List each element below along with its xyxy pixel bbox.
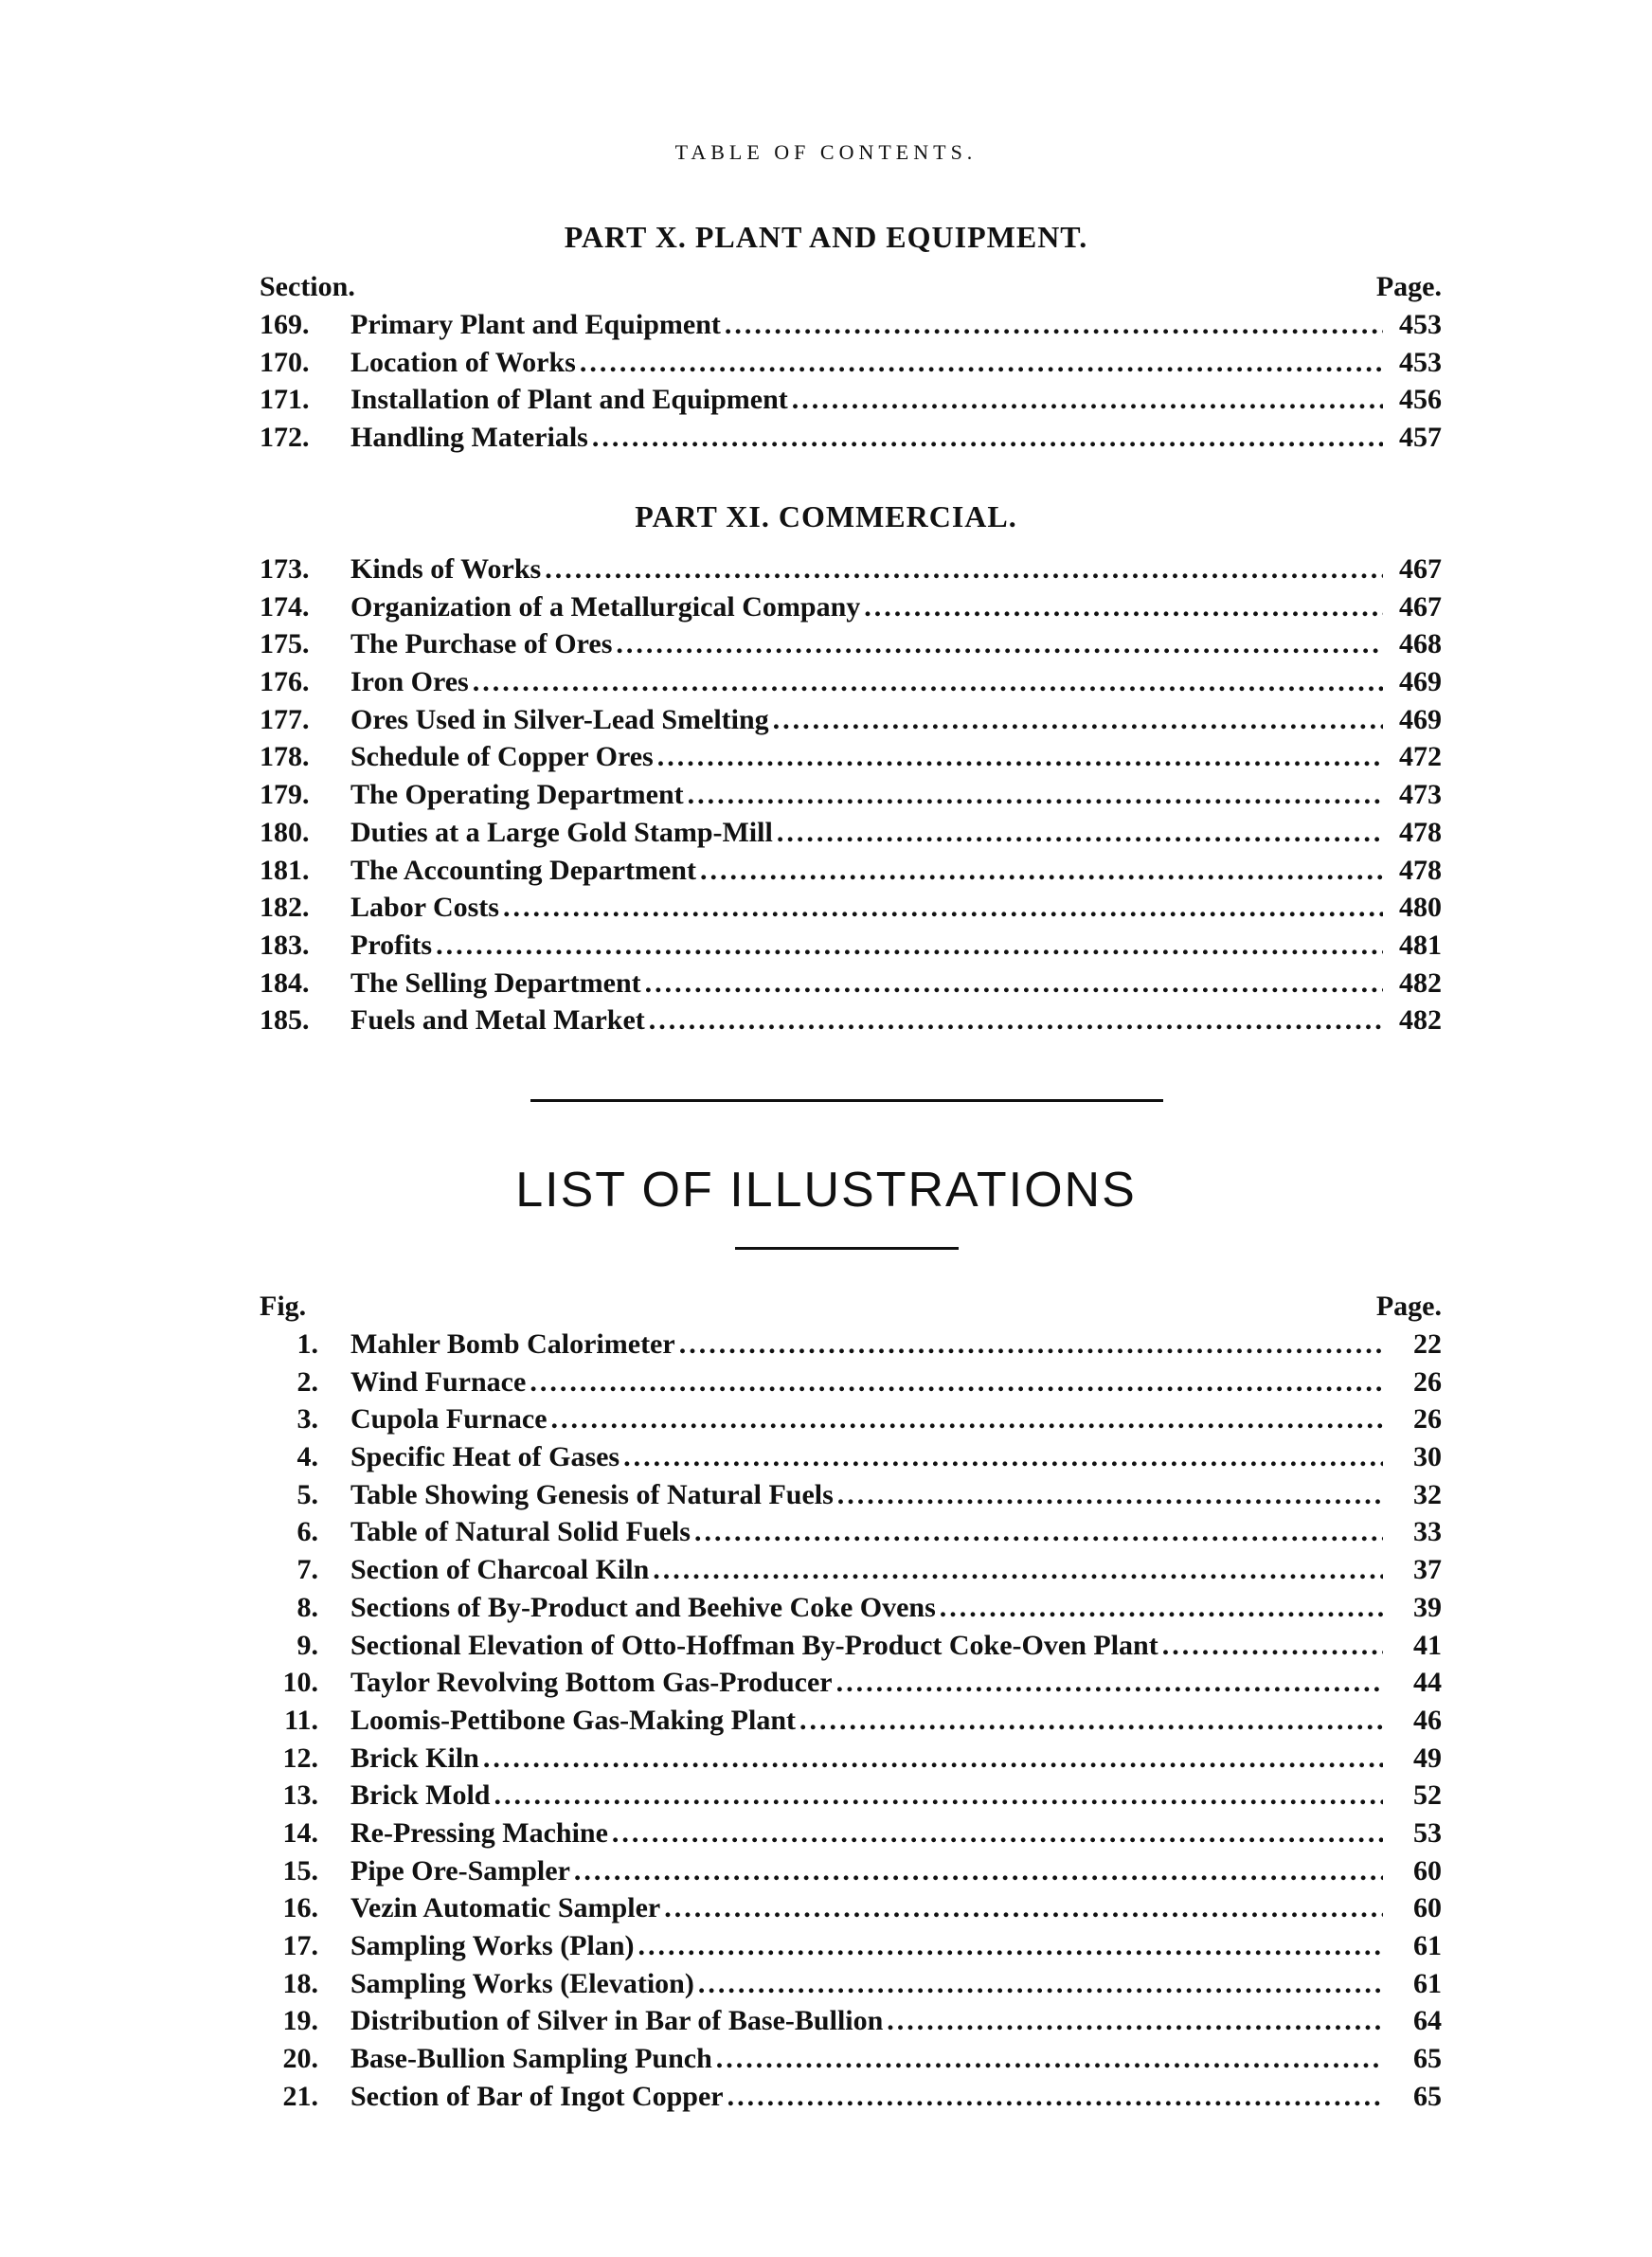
toc-entry xyxy=(260,2043,1442,2081)
entry-number: 14. xyxy=(282,1816,318,1849)
fig-column-label: Fig. xyxy=(260,1291,307,1322)
entry-page: 467 xyxy=(1399,590,1442,623)
entry-title: The Accounting Department xyxy=(350,854,696,886)
entry-page: 469 xyxy=(1399,703,1442,735)
leader-dots xyxy=(664,1892,1383,1924)
toc-entry xyxy=(260,892,1442,930)
entry-page: 480 xyxy=(1399,892,1442,924)
toc-entry xyxy=(260,1930,1442,1968)
entry-number: 8. xyxy=(296,1591,318,1623)
toc-entry xyxy=(260,704,1442,742)
entry-number: 15. xyxy=(282,1854,318,1887)
leader-dots xyxy=(551,1403,1383,1435)
leader-dots xyxy=(649,1004,1383,1037)
entry-number: 176. xyxy=(260,666,310,698)
part-x-column-headers xyxy=(260,271,1442,309)
entry-page: 457 xyxy=(1399,422,1442,454)
entry-number: 174. xyxy=(260,590,310,623)
leader-dots xyxy=(483,1742,1383,1775)
entry-title: Schedule of Copper Ores xyxy=(350,741,654,773)
leader-dots xyxy=(725,309,1383,341)
leader-dots xyxy=(653,1554,1383,1586)
entry-number: 17. xyxy=(282,1930,318,1961)
section-column-label: Section. xyxy=(260,271,355,302)
entry-page: 46 xyxy=(1413,1704,1442,1736)
entry-page: 61 xyxy=(1413,1930,1442,1961)
leader-dots xyxy=(623,1441,1383,1473)
leader-dots xyxy=(727,2081,1383,2113)
entry-page: 30 xyxy=(1413,1441,1442,1473)
leader-dots xyxy=(698,1968,1383,2000)
entry-title: Re-Pressing Machine xyxy=(350,1816,608,1849)
entry-page: 65 xyxy=(1413,2043,1442,2075)
leader-dots xyxy=(592,422,1383,454)
entry-title: Duties at a Large Gold Stamp-Mill xyxy=(350,816,773,848)
illustrations-toc xyxy=(260,1291,1442,2118)
toc-entry xyxy=(260,2081,1442,2119)
entry-page: 478 xyxy=(1399,854,1442,886)
leader-dots xyxy=(657,741,1383,773)
entry-title: Location of Works xyxy=(350,346,576,378)
leader-dots xyxy=(545,553,1383,586)
entry-number: 18. xyxy=(282,1967,318,1999)
entry-number: 5. xyxy=(296,1478,318,1510)
entry-number: 3. xyxy=(296,1403,318,1435)
entry-number: 7. xyxy=(296,1554,318,1586)
toc-entry xyxy=(260,1968,1442,2006)
entry-number: 177. xyxy=(260,703,310,735)
toc-entry xyxy=(260,1667,1442,1705)
entry-page: 26 xyxy=(1413,1403,1442,1435)
entry-title: Primary Plant and Equipment xyxy=(350,309,721,340)
leader-dots xyxy=(612,1817,1383,1850)
entry-page: 44 xyxy=(1413,1667,1442,1699)
entry-page: 37 xyxy=(1413,1554,1442,1586)
entry-title: The Purchase of Ores xyxy=(350,628,613,660)
toc-entry xyxy=(260,1592,1442,1630)
toc-entry xyxy=(260,1479,1442,1517)
entry-number: 173. xyxy=(260,553,310,585)
entry-number: 1. xyxy=(296,1328,318,1360)
page-column-label: Page. xyxy=(1375,1291,1442,1322)
page-column-label: Page. xyxy=(1375,271,1442,302)
illustrations-entries xyxy=(260,1328,1442,2118)
toc-entry xyxy=(260,1855,1442,1893)
entry-number: 172. xyxy=(260,422,310,454)
leader-dots xyxy=(688,779,1383,811)
toc-entry xyxy=(260,309,1442,347)
toc-entry xyxy=(260,384,1442,422)
toc-entry xyxy=(260,1366,1442,1404)
entry-number: 12. xyxy=(282,1742,318,1774)
entry-number: 170. xyxy=(260,346,310,378)
entry-page: 60 xyxy=(1413,1854,1442,1887)
toc-entry xyxy=(260,1630,1442,1668)
entry-page: 473 xyxy=(1399,779,1442,811)
leader-dots xyxy=(799,1705,1383,1737)
entry-page: 453 xyxy=(1399,346,1442,378)
leader-dots xyxy=(503,892,1383,924)
toc-entry xyxy=(260,741,1442,779)
entry-title: Vezin Automatic Sampler xyxy=(350,1892,661,1924)
entry-page: 467 xyxy=(1399,553,1442,585)
entry-page: 65 xyxy=(1413,2080,1442,2112)
entry-page: 49 xyxy=(1413,1742,1442,1774)
leader-dots xyxy=(773,704,1383,736)
leader-dots xyxy=(638,1930,1383,1962)
title-underline xyxy=(735,1247,959,1250)
entry-number: 2. xyxy=(296,1365,318,1398)
entry-title: Distribution of Silver in Bar of Base-Bullion xyxy=(350,2005,884,2037)
entry-title: Mahler Bomb Calorimeter xyxy=(350,1328,675,1360)
entry-number: 13. xyxy=(282,1779,318,1812)
entry-number: 171. xyxy=(260,384,310,416)
part-xi-entries xyxy=(260,553,1442,1042)
entry-title: Section of Bar of Ingot Copper xyxy=(350,2080,724,2112)
toc-entry xyxy=(260,553,1442,591)
entry-title: Loomis-Pettibone Gas-Making Plant xyxy=(350,1704,796,1736)
entry-title: The Selling Department xyxy=(350,966,641,999)
leader-dots xyxy=(887,2005,1383,2037)
entry-page: 53 xyxy=(1413,1816,1442,1849)
leader-dots xyxy=(694,1516,1383,1548)
entry-title: Fuels and Metal Market xyxy=(350,1004,645,1037)
entry-page: 482 xyxy=(1399,966,1442,999)
entry-number: 21. xyxy=(282,2080,318,2112)
entry-title: Sampling Works (Plan) xyxy=(350,1930,635,1961)
toc-entry xyxy=(260,1516,1442,1554)
entry-number: 184. xyxy=(260,966,310,999)
toc-entry xyxy=(260,628,1442,666)
toc-entry xyxy=(260,1705,1442,1742)
leader-dots xyxy=(494,1779,1384,1812)
entry-page: 60 xyxy=(1413,1892,1442,1924)
entry-title: Table of Natural Solid Fuels xyxy=(350,1516,691,1548)
part-xi-title: PART XI. COMMERCIAL. xyxy=(635,499,1017,533)
entry-page: 453 xyxy=(1399,309,1442,340)
entry-number: 11. xyxy=(284,1704,318,1736)
part-x-title: PART X. PLANT AND EQUIPMENT. xyxy=(564,220,1088,254)
entry-number: 10. xyxy=(282,1667,318,1699)
toc-entry xyxy=(260,1554,1442,1592)
entry-title: Base-Bullion Sampling Punch xyxy=(350,2043,712,2075)
entry-title: Labor Costs xyxy=(350,892,499,924)
entry-page: 41 xyxy=(1413,1629,1442,1661)
entry-number: 6. xyxy=(296,1516,318,1548)
leader-dots xyxy=(1162,1630,1383,1662)
toc-entry xyxy=(260,779,1442,817)
leader-dots xyxy=(836,1667,1383,1699)
toc-entry xyxy=(260,1441,1442,1479)
part-x-toc xyxy=(260,271,1442,460)
leader-dots xyxy=(777,817,1383,849)
toc-entry xyxy=(260,591,1442,629)
toc-entry xyxy=(260,930,1442,967)
entry-number: 175. xyxy=(260,628,310,660)
leader-dots xyxy=(679,1328,1383,1361)
toc-entry xyxy=(260,1004,1442,1042)
entry-number: 4. xyxy=(296,1441,318,1473)
entry-page: 33 xyxy=(1413,1516,1442,1548)
leader-dots xyxy=(530,1366,1383,1399)
toc-entry xyxy=(260,1742,1442,1780)
entry-page: 22 xyxy=(1413,1328,1442,1360)
leader-dots xyxy=(580,347,1383,379)
entry-title: Pipe Ore-Sampler xyxy=(350,1854,570,1887)
entry-title: Sectional Elevation of Otto-Hoffman By-Product Coke-Oven Plant xyxy=(350,1629,1158,1661)
entry-title: Sections of By-Product and Beehive Coke Ovens xyxy=(350,1591,936,1623)
leader-dots xyxy=(864,591,1383,623)
entry-title: Iron Ores xyxy=(350,666,469,698)
entry-number: 181. xyxy=(260,854,310,886)
entry-title: Brick Kiln xyxy=(350,1742,479,1774)
leader-dots xyxy=(940,1592,1383,1624)
entry-title: Kinds of Works xyxy=(350,553,542,585)
section-divider xyxy=(530,1099,1163,1102)
entry-page: 456 xyxy=(1399,384,1442,416)
entry-number: 169. xyxy=(260,309,310,340)
entry-page: 469 xyxy=(1399,666,1442,698)
illustrations-column-headers xyxy=(260,1291,1442,1328)
entry-number: 9. xyxy=(296,1629,318,1661)
leader-dots xyxy=(716,2043,1383,2075)
leader-dots xyxy=(574,1855,1383,1887)
entry-title: Profits xyxy=(350,929,433,961)
entry-number: 19. xyxy=(282,2005,318,2037)
entry-page: 482 xyxy=(1399,1004,1442,1037)
entry-number: 20. xyxy=(282,2043,318,2075)
entry-title: Ores Used in Silver-Lead Smelting xyxy=(350,703,769,735)
entry-page: 472 xyxy=(1399,741,1442,773)
toc-entry xyxy=(260,855,1442,893)
entry-title: Specific Heat of Gases xyxy=(350,1441,620,1473)
leader-dots xyxy=(837,1479,1383,1511)
entry-title: Section of Charcoal Kiln xyxy=(350,1554,650,1586)
entry-number: 183. xyxy=(260,929,310,961)
toc-entry xyxy=(260,1328,1442,1366)
leader-dots xyxy=(792,384,1383,416)
entry-page: 26 xyxy=(1413,1365,1442,1398)
entry-page: 478 xyxy=(1399,816,1442,848)
leader-dots xyxy=(645,967,1383,1000)
entry-number: 178. xyxy=(260,741,310,773)
entry-page: 64 xyxy=(1413,2005,1442,2037)
toc-entry xyxy=(260,817,1442,855)
entry-number: 182. xyxy=(260,892,310,924)
entry-title: Table Showing Genesis of Natural Fuels xyxy=(350,1478,834,1510)
entry-number: 185. xyxy=(260,1004,310,1037)
leader-dots xyxy=(436,930,1383,962)
entry-page: 61 xyxy=(1413,1967,1442,1999)
running-head: TABLE OF CONTENTS. xyxy=(674,140,978,164)
entry-number: 16. xyxy=(282,1892,318,1924)
entry-title: Handling Materials xyxy=(350,422,588,454)
list-of-illustrations-title: LIST OF ILLUSTRATIONS xyxy=(515,1163,1137,1218)
entry-title: Sampling Works (Elevation) xyxy=(350,1967,694,1999)
toc-entry xyxy=(260,967,1442,1005)
entry-title: Cupola Furnace xyxy=(350,1403,548,1435)
entry-title: Wind Furnace xyxy=(350,1365,527,1398)
leader-dots xyxy=(616,628,1383,660)
entry-page: 468 xyxy=(1399,628,1442,660)
toc-entry xyxy=(260,1892,1442,1930)
entry-number: 180. xyxy=(260,816,310,848)
toc-entry xyxy=(260,422,1442,460)
entry-number: 179. xyxy=(260,779,310,811)
leader-dots xyxy=(700,855,1383,887)
toc-entry xyxy=(260,1817,1442,1855)
leader-dots xyxy=(473,666,1383,698)
entry-page: 39 xyxy=(1413,1591,1442,1623)
entry-title: Installation of Plant and Equipment xyxy=(350,384,788,416)
entry-title: Taylor Revolving Bottom Gas-Producer xyxy=(350,1667,833,1699)
entry-page: 32 xyxy=(1413,1478,1442,1510)
entry-page: 52 xyxy=(1413,1779,1442,1812)
entry-title: Brick Mold xyxy=(350,1779,491,1812)
part-x-entries xyxy=(260,309,1442,460)
entry-page: 481 xyxy=(1399,929,1442,961)
entry-title: The Operating Department xyxy=(350,779,684,811)
entry-title: Organization of a Metallurgical Company xyxy=(350,590,861,623)
toc-entry xyxy=(260,347,1442,385)
toc-entry xyxy=(260,1403,1442,1441)
toc-entry xyxy=(260,666,1442,704)
toc-entry xyxy=(260,1779,1442,1817)
toc-entry xyxy=(260,2005,1442,2043)
